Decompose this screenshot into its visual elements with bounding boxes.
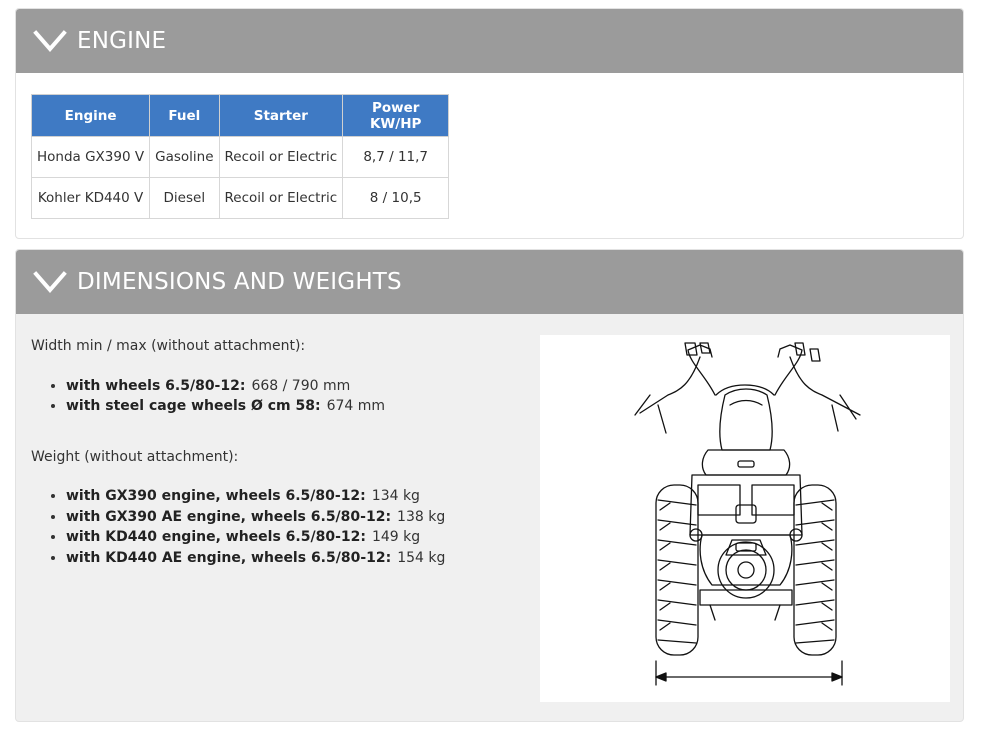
width-list — [31, 376, 531, 417]
list-item — [66, 486, 531, 507]
width-heading: Width min / max (without attachment): — [31, 338, 306, 354]
width-item-label: with wheels 6.5/80-12: — [66, 377, 246, 394]
column-header-power: Power KW/HP — [343, 95, 449, 137]
list-item — [66, 396, 531, 417]
list-item — [66, 507, 531, 528]
weight-item-label: with GX390 AE engine, wheels 6.5/80-12: — [66, 508, 392, 525]
weight-item-value: 154 kg — [397, 549, 446, 566]
engine-table — [31, 94, 449, 219]
cell-starter: Recoil or Electric — [219, 137, 343, 178]
weight-item-value: 134 kg — [371, 488, 420, 504]
dimensions-text — [31, 336, 531, 598]
cell-power: 8,7 / 11,7 — [343, 137, 449, 178]
list-item — [66, 376, 531, 397]
two-wheel-tractor-drawing — [540, 335, 950, 702]
chevron-down-icon — [33, 271, 67, 293]
column-header-fuel: Fuel — [150, 95, 219, 137]
dimensions-panel-title: DIMENSIONS AND WEIGHTS — [77, 269, 402, 295]
table-row — [32, 178, 449, 219]
column-header-engine: Engine — [32, 95, 150, 137]
cell-fuel: Gasoline — [150, 137, 219, 178]
engine-panel-header[interactable] — [16, 9, 963, 73]
cell-engine: Honda GX390 V — [32, 137, 150, 178]
dimensions-panel-header[interactable] — [16, 250, 963, 314]
table-row — [32, 137, 449, 178]
cell-starter: Recoil or Electric — [219, 178, 343, 219]
list-item — [66, 527, 531, 548]
engine-panel-title: ENGINE — [77, 28, 167, 54]
column-header-starter: Starter — [219, 95, 343, 137]
weight-item-value: 149 kg — [371, 529, 421, 545]
tractor-diagram — [540, 335, 950, 702]
cell-fuel: Diesel — [150, 178, 219, 219]
weight-item-label: with KD440 AE engine, wheels 6.5/80-12: — [66, 549, 392, 566]
chevron-down-icon — [33, 30, 67, 52]
width-item-value: 674 mm — [326, 398, 386, 414]
weight-item-label: with KD440 engine, wheels 6.5/80-12: — [66, 529, 366, 545]
dimensions-panel — [15, 249, 964, 722]
weight-item-value: 138 kg — [397, 508, 446, 525]
cell-engine: Kohler KD440 V — [32, 178, 150, 219]
weight-list — [31, 486, 531, 568]
cell-power: 8 / 10,5 — [343, 178, 449, 219]
engine-panel — [15, 8, 964, 239]
list-item — [66, 548, 531, 569]
weight-heading: Weight (without attachment): — [31, 448, 239, 465]
width-item-label: with steel cage wheels Ø cm 58: — [66, 398, 321, 414]
table-header-row — [32, 95, 449, 137]
width-item-value: 668 / 790 mm — [251, 377, 351, 394]
weight-item-label: with GX390 engine, wheels 6.5/80-12: — [66, 488, 366, 504]
